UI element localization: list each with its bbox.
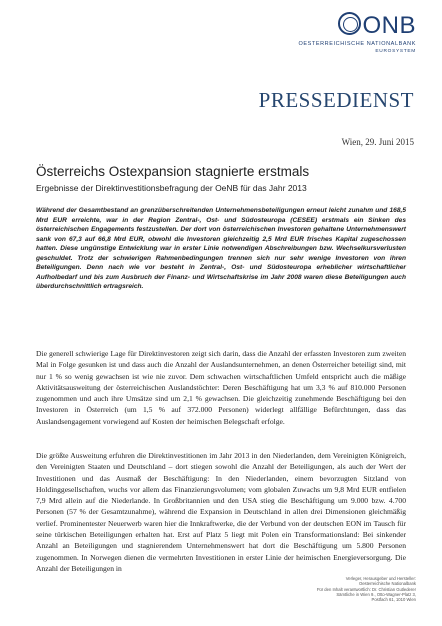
- release-date: Wien, 29. Juni 2015: [341, 137, 414, 147]
- article-subtitle: Ergebnisse der Direktinvestitionsbefragung der OeNB für das Jahr 2013: [36, 183, 307, 193]
- article-title: Österreichs Ostexpansion stagnierte erstmals: [36, 164, 310, 179]
- lead-paragraph: Während der Gesamtbestand an grenzüberschreitenden Unternehmensbeteiligungen erneut leicht zunahm und 168,5 Mrd EUR erreichte, war in der Region Zentral-, Ost- und Südosteuropa (CESEE) erstmals ein Sinken des österreichischen Engagements festzustellen. Der dort von österreichischen Investoren gehaltene Unternehmenswert sank von 67,3 auf 66,8 Mrd EUR, obwohl die Investoren gleichzeitig 2,5 Mrd EUR frisches Kapital zugeschossen hatten. Diese ungünstige Entwicklung war in erster Linie notwendigen Abschreibungen bzw. Wechselkursverlusten geschuldet. Trotz der schwierigen Rahmenbedingungen trennen sich nur sehr wenige Investoren von ihren Beteiligungen. Denn nach wie vor besteht in Zentral-, Ost- und Südosteuropa erheblicher wirtschaftlicher Aufholbedarf und bis zum Ausbruch der Finanz- und Wirtschaftskrise im Jahr 2008 waren diese Beteiligungen auch überdurchschnittlich ertragsreich.: [36, 207, 406, 290]
- logo-wordmark: ONB: [362, 12, 416, 39]
- logo-mark: [266, 12, 416, 38]
- eurosystem-label: EUROSYSTEM: [375, 49, 416, 54]
- oenb-logo: [266, 12, 416, 54]
- body-paragraph-2: Die größte Ausweitung erfuhren die Direktinvestitionen im Jahr 2013 in den Niederlanden, dem Vereinigten Königreich, den Vereinigten Staaten und Deutschland – dort stiegen sowohl die Anzahl der Beteiligungen, als auch der Wert der Investitionen und das Ausmaß der Beschäftigung: In den Niederlanden, einem bevorzugten Sitzland von Holdinggesellschaften, wuchs vor allem das Finanzierungsvolumen; vom globalen Zuwachs um 9,8 Mrd EUR entfielen 7,9 Mrd allein auf die Niederlande. In Großbritannien und den USA stieg die Beschäftigung um 9.000 bzw. 4.700 Personen (57 % der Gesamtzunahme), während die Expansion in Deutschland in allen drei Dimensionen gleichmäßig verlief. Prominentester Neuerwerb waren hier die Innkraftwerke, die der Verbund von der deutschen EON im Tausch für seine türkischen Beteiligungen erhalten hat. Erst auf Platz 5 liegt mit Polen ein Transformationsland: Bei sinkender Anzahl an Beteiligungen und stagnierendem Unternehmenswert hat dort die Beschäftigung um 5.800 Personen zugenommen. In Norwegen dienen die vermehrten Investitionen in erster Linie der heimischen Energieversorgung. Die Anzahl der Beteiligungen in: [36, 451, 406, 573]
- section-heading: PRESSEDIENST: [258, 88, 414, 112]
- footer-line: Verleger, Herausgeber und Hersteller:: [345, 576, 416, 581]
- footer-line: Sämtliche in Wien 9., Otto-Wagner-Platz 3,: [336, 591, 416, 597]
- footer-line: Postfach 61, 1010 Wien: [371, 597, 416, 603]
- footer-line: Oesterreichische Nationalbank: [358, 581, 416, 587]
- body-paragraph-1: Die generell schwierige Lage für Direktinvestoren zeigt sich darin, dass die Anzahl der erfassten Investoren zum zweiten Mal in Folge gesunken ist und dass auch die Anzahl der Auslandsunternehmen, an denen Österreicher beteiligt sind, mit nur 1 % so wenig gewachsen ist wie nie zuvor. Dem schwachen wirtschaftlichen Umfeld entspricht auch die mäßige Aktivitätsausweitung der österreichischen Auslandstöchter: Deren Beschäftigung hat um 3,3 % auf 810.000 Personen zugenommen und auch ihre Umsätze sind um 2,1 % gewachsen. Die gleichzeitig zunehmende Beschäftigung bei den Investoren in Österreich (um 1,5 % auf 372.000 Personen) widerlegt allfällige Befürchtungen, dass das Auslandsengagement vorwiegend auf Kosten der heimischen Belegschaft erfolge.: [36, 349, 406, 426]
- logo-ring-icon: [338, 12, 361, 35]
- footer-line: Für den Inhalt verantwortlich: Dr. Christian Gutlederer: [316, 586, 416, 592]
- bank-name: OESTERREICHISCHE NATIONALBANK: [298, 41, 416, 47]
- publisher-footer: [272, 576, 416, 602]
